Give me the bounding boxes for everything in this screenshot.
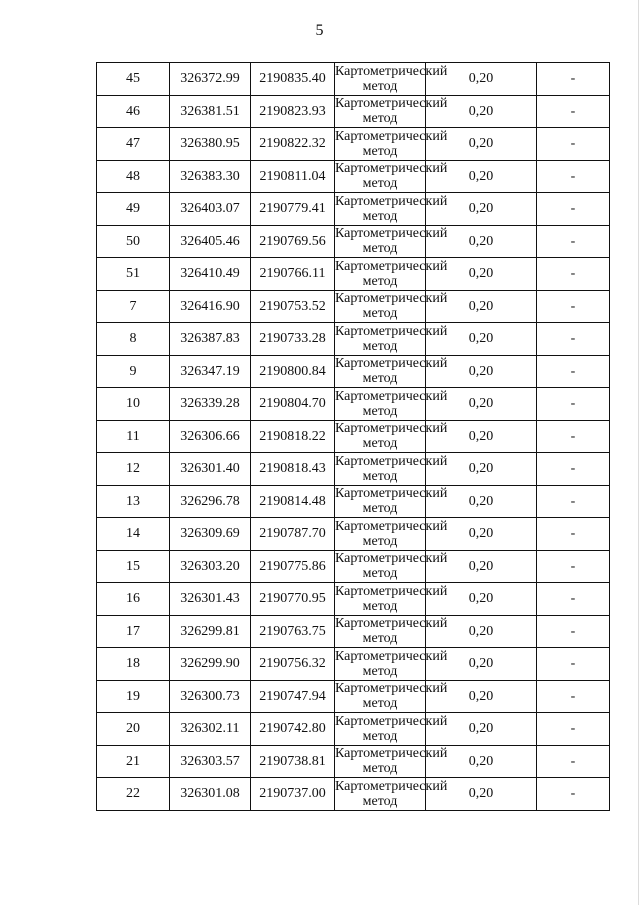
y-coordinate-cell: 2190804.70	[251, 388, 335, 421]
table-row	[97, 420, 610, 453]
table-row	[97, 485, 610, 518]
y-coordinate-cell: 2190766.11	[251, 258, 335, 291]
table-row	[97, 290, 610, 323]
y-coordinate-cell: 2190742.80	[251, 713, 335, 746]
extra-cell: -	[537, 648, 610, 681]
table-row	[97, 388, 610, 421]
y-coordinate-cell: 2190733.28	[251, 323, 335, 356]
x-coordinate-cell: 326309.69	[170, 518, 251, 551]
accuracy-cell: 0,20	[426, 615, 537, 648]
page-number: 5	[315, 22, 324, 39]
x-coordinate-cell: 326306.66	[170, 420, 251, 453]
accuracy-cell: 0,20	[426, 745, 537, 778]
method-cell: Картометрический метод	[335, 128, 448, 159]
x-coordinate-cell: 326403.07	[170, 193, 251, 226]
y-coordinate-cell: 2190769.56	[251, 225, 335, 258]
table-row	[97, 193, 610, 226]
table-row	[97, 63, 610, 96]
method-cell: Картометрический метод	[335, 63, 448, 94]
extra-cell: -	[537, 388, 610, 421]
method-cell: Картометрический метод	[335, 583, 448, 614]
point-number-cell: 17	[97, 615, 170, 648]
table-row	[97, 550, 610, 583]
point-number-cell: 21	[97, 745, 170, 778]
extra-cell: -	[537, 453, 610, 486]
method-cell: Картометрический метод	[335, 258, 448, 289]
method-cell: Картометрический метод	[335, 388, 448, 419]
method-cell: Картометрический метод	[335, 778, 448, 809]
accuracy-cell: 0,20	[426, 485, 537, 518]
point-number-cell: 14	[97, 518, 170, 551]
extra-cell: -	[537, 583, 610, 616]
table-row	[97, 128, 610, 161]
point-number-cell: 10	[97, 388, 170, 421]
accuracy-cell: 0,20	[426, 680, 537, 713]
y-coordinate-cell: 2190800.84	[251, 355, 335, 388]
extra-cell: -	[537, 420, 610, 453]
table-row	[97, 713, 610, 746]
y-coordinate-cell: 2190770.95	[251, 583, 335, 616]
accuracy-cell: 0,20	[426, 778, 537, 811]
table-row	[97, 258, 610, 291]
y-coordinate-cell: 2190756.32	[251, 648, 335, 681]
method-cell: Картометрический метод	[335, 226, 448, 257]
extra-cell: -	[537, 778, 610, 811]
x-coordinate-cell: 326410.49	[170, 258, 251, 291]
y-coordinate-cell: 2190811.04	[251, 160, 335, 193]
extra-cell: -	[537, 63, 610, 96]
extra-cell: -	[537, 95, 610, 128]
method-cell: Картометрический метод	[335, 746, 448, 777]
table-row	[97, 648, 610, 681]
extra-cell: -	[537, 258, 610, 291]
extra-cell: -	[537, 160, 610, 193]
y-coordinate-cell: 2190779.41	[251, 193, 335, 226]
accuracy-cell: 0,20	[426, 258, 537, 291]
extra-cell: -	[537, 485, 610, 518]
table-row	[97, 323, 610, 356]
y-coordinate-cell: 2190775.86	[251, 550, 335, 583]
point-number-cell: 12	[97, 453, 170, 486]
method-cell: Картометрический метод	[335, 96, 448, 127]
point-number-cell: 45	[97, 63, 170, 96]
x-coordinate-cell: 326303.20	[170, 550, 251, 583]
point-number-cell: 20	[97, 713, 170, 746]
point-number-cell: 48	[97, 160, 170, 193]
point-number-cell: 46	[97, 95, 170, 128]
point-number-cell: 9	[97, 355, 170, 388]
extra-cell: -	[537, 290, 610, 323]
point-number-cell: 50	[97, 225, 170, 258]
x-coordinate-cell: 326299.81	[170, 615, 251, 648]
accuracy-cell: 0,20	[426, 550, 537, 583]
point-number-cell: 16	[97, 583, 170, 616]
point-number-cell: 49	[97, 193, 170, 226]
point-number-cell: 7	[97, 290, 170, 323]
extra-cell: -	[537, 355, 610, 388]
table-row	[97, 160, 610, 193]
point-number-cell: 22	[97, 778, 170, 811]
extra-cell: -	[537, 225, 610, 258]
method-cell: Картометрический метод	[335, 323, 448, 354]
method-cell: Картометрический метод	[335, 681, 448, 712]
table-row	[97, 680, 610, 713]
x-coordinate-cell: 326299.90	[170, 648, 251, 681]
y-coordinate-cell: 2190818.22	[251, 420, 335, 453]
extra-cell: -	[537, 193, 610, 226]
accuracy-cell: 0,20	[426, 95, 537, 128]
accuracy-cell: 0,20	[426, 128, 537, 161]
table-row	[97, 745, 610, 778]
method-cell: Картометрический метод	[335, 453, 448, 484]
method-cell: Картометрический метод	[335, 486, 448, 517]
point-number-cell: 8	[97, 323, 170, 356]
y-coordinate-cell: 2190814.48	[251, 485, 335, 518]
accuracy-cell: 0,20	[426, 453, 537, 486]
table-row	[97, 615, 610, 648]
x-coordinate-cell: 326301.43	[170, 583, 251, 616]
extra-cell: -	[537, 550, 610, 583]
method-cell: Картометрический метод	[335, 193, 448, 224]
x-coordinate-cell: 326339.28	[170, 388, 251, 421]
y-coordinate-cell: 2190747.94	[251, 680, 335, 713]
method-cell: Картометрический метод	[335, 356, 448, 387]
accuracy-cell: 0,20	[426, 323, 537, 356]
point-number-cell: 47	[97, 128, 170, 161]
method-cell: Картометрический метод	[335, 713, 448, 744]
table-row	[97, 225, 610, 258]
extra-cell: -	[537, 323, 610, 356]
extra-cell: -	[537, 680, 610, 713]
y-coordinate-cell: 2190738.81	[251, 745, 335, 778]
extra-cell: -	[537, 615, 610, 648]
y-coordinate-cell: 2190753.52	[251, 290, 335, 323]
y-coordinate-cell: 2190787.70	[251, 518, 335, 551]
method-cell: Картометрический метод	[335, 616, 448, 647]
x-coordinate-cell: 326381.51	[170, 95, 251, 128]
x-coordinate-cell: 326300.73	[170, 680, 251, 713]
method-cell: Картометрический метод	[335, 421, 448, 452]
y-coordinate-cell: 2190823.93	[251, 95, 335, 128]
x-coordinate-cell: 326347.19	[170, 355, 251, 388]
y-coordinate-cell: 2190822.32	[251, 128, 335, 161]
point-number-cell: 13	[97, 485, 170, 518]
x-coordinate-cell: 326301.08	[170, 778, 251, 811]
x-coordinate-cell: 326302.11	[170, 713, 251, 746]
x-coordinate-cell: 326372.99	[170, 63, 251, 96]
x-coordinate-cell: 326303.57	[170, 745, 251, 778]
y-coordinate-cell: 2190818.43	[251, 453, 335, 486]
coordinates-table-body	[97, 63, 610, 811]
table-row	[97, 518, 610, 551]
point-number-cell: 51	[97, 258, 170, 291]
accuracy-cell: 0,20	[426, 160, 537, 193]
method-cell: Картометрический метод	[335, 648, 448, 679]
extra-cell: -	[537, 518, 610, 551]
accuracy-cell: 0,20	[426, 583, 537, 616]
x-coordinate-cell: 326387.83	[170, 323, 251, 356]
accuracy-cell: 0,20	[426, 355, 537, 388]
accuracy-cell: 0,20	[426, 388, 537, 421]
table-row	[97, 355, 610, 388]
point-number-cell: 19	[97, 680, 170, 713]
accuracy-cell: 0,20	[426, 648, 537, 681]
point-number-cell: 11	[97, 420, 170, 453]
y-coordinate-cell: 2190835.40	[251, 63, 335, 96]
x-coordinate-cell: 326380.95	[170, 128, 251, 161]
extra-cell: -	[537, 713, 610, 746]
x-coordinate-cell: 326383.30	[170, 160, 251, 193]
table-row	[97, 453, 610, 486]
extra-cell: -	[537, 128, 610, 161]
point-number-cell: 15	[97, 550, 170, 583]
point-number-cell: 18	[97, 648, 170, 681]
y-coordinate-cell: 2190763.75	[251, 615, 335, 648]
accuracy-cell: 0,20	[426, 420, 537, 453]
coordinates-table	[96, 62, 610, 811]
accuracy-cell: 0,20	[426, 290, 537, 323]
method-cell: Картометрический метод	[335, 518, 448, 549]
table-row	[97, 778, 610, 811]
accuracy-cell: 0,20	[426, 193, 537, 226]
method-cell: Картометрический метод	[335, 551, 448, 582]
method-cell: Картометрический метод	[335, 291, 448, 322]
accuracy-cell: 0,20	[426, 713, 537, 746]
x-coordinate-cell: 326301.40	[170, 453, 251, 486]
accuracy-cell: 0,20	[426, 225, 537, 258]
table-row	[97, 95, 610, 128]
accuracy-cell: 0,20	[426, 518, 537, 551]
extra-cell: -	[537, 745, 610, 778]
method-cell: Картометрический метод	[335, 161, 448, 192]
accuracy-cell: 0,20	[426, 63, 537, 96]
x-coordinate-cell: 326416.90	[170, 290, 251, 323]
y-coordinate-cell: 2190737.00	[251, 778, 335, 811]
table-row	[97, 583, 610, 616]
x-coordinate-cell: 326296.78	[170, 485, 251, 518]
x-coordinate-cell: 326405.46	[170, 225, 251, 258]
